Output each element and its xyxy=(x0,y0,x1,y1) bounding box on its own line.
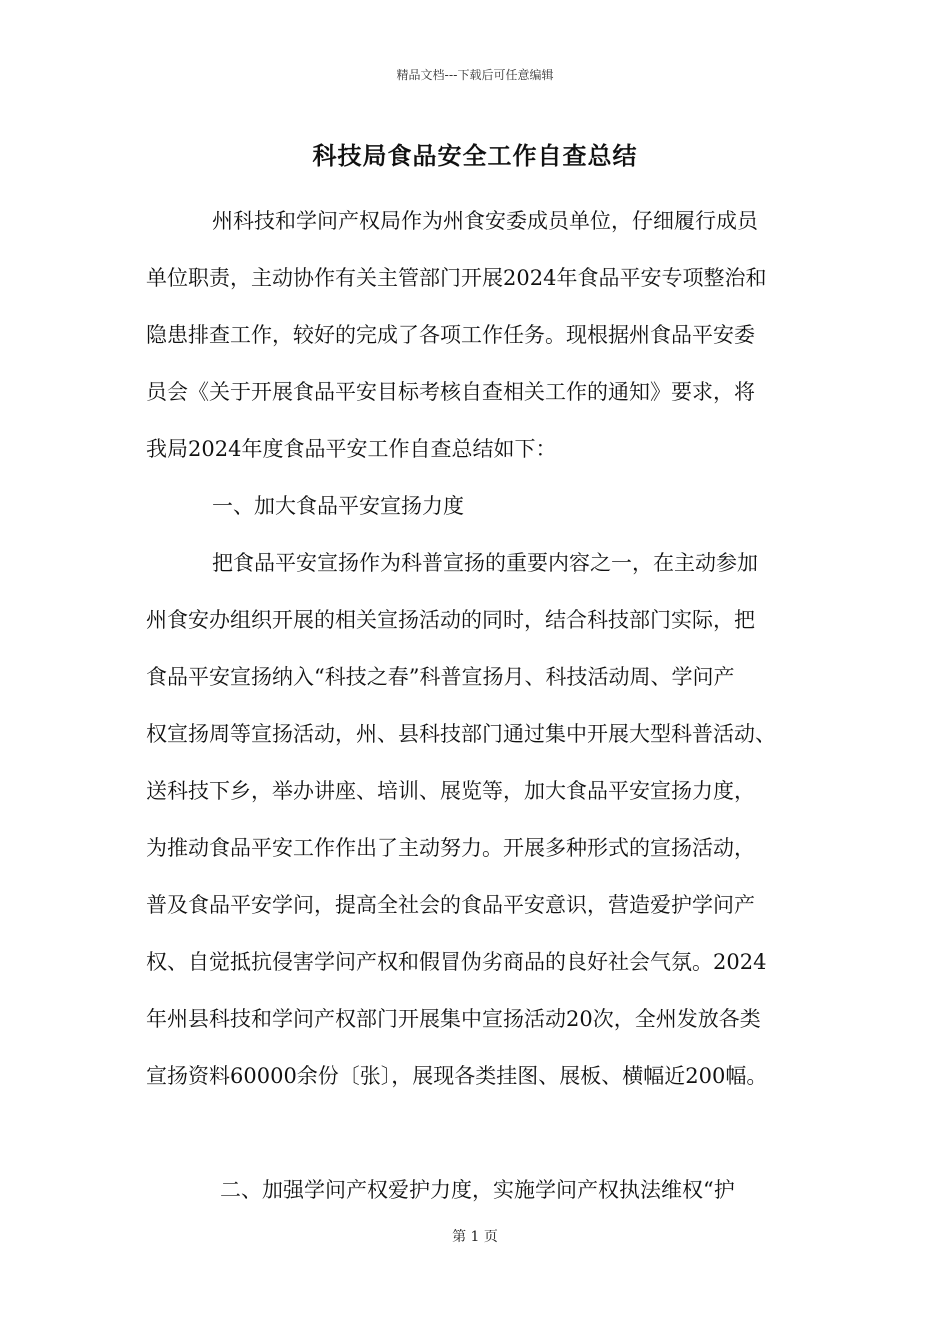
paragraph-line: 权宣扬周等宣扬活动，州、县科技部门通过集中开展大型科普活动、 xyxy=(146,722,776,746)
paragraph-line: 送科技下乡，举办讲座、培训、展览等，加大食品平安宣扬力度， xyxy=(146,779,755,803)
paragraph-line: 宣扬资料60000余份〔张〕，展现各类挂图、展板、横幅近200幅。 xyxy=(146,1064,768,1088)
paragraph-line: 隐患排查工作，较好的完成了各项工作任务。现根据州食品平安委 xyxy=(146,323,755,347)
paragraph-line: 为推动食品平安工作作出了主动努力。开展多种形式的宣扬活动， xyxy=(146,836,755,860)
paragraph-line: 员会《关于开展食品平安目标考核自查相关工作的通知》要求，将 xyxy=(146,380,755,404)
paragraph-line: 我局2024年度食品平安工作自查总结如下： xyxy=(146,437,557,461)
page-footer xyxy=(0,1226,950,1246)
header-note: 精品文档---下载后可任意编辑 xyxy=(396,68,554,82)
document-title: 科技局食品安全工作自查总结 xyxy=(312,142,638,170)
paragraph-line: 食品平安宣扬纳入“科技之春”科普宣扬月、科技活动周、学问产 xyxy=(146,665,735,689)
section-heading: 二、加强学问产权爱护力度，实施学问产权执法维权“护 xyxy=(220,1178,735,1202)
page-number: 1 xyxy=(470,1229,480,1245)
paragraph-line: 普及食品平安学问，提高全社会的食品平安意识，营造爱护学问产 xyxy=(146,893,755,917)
page-footer-prefix: 第 xyxy=(452,1229,467,1245)
paragraph-line: 权、自觉抵抗侵害学问产权和假冒伪劣商品的良好社会气氛。2024 xyxy=(146,950,767,974)
paragraph-line: 州食安办组织开展的相关宣扬活动的同时，结合科技部门实际，把 xyxy=(146,608,755,632)
paragraph-line: 把食品平安宣扬作为科普宣扬的重要内容之一，在主动参加 xyxy=(212,551,758,575)
section-heading: 一、加大食品平安宣扬力度 xyxy=(212,494,464,518)
paragraph-line: 州科技和学问产权局作为州食安委成员单位，仔细履行成员 xyxy=(212,209,758,233)
paragraph-line: 单位职责，主动协作有关主管部门开展2024年食品平安专项整治和 xyxy=(146,266,767,290)
page-footer-suffix: 页 xyxy=(483,1229,498,1245)
paragraph-line: 年州县科技和学问产权部门开展集中宣扬活动20次，全州发放各类 xyxy=(146,1007,761,1031)
